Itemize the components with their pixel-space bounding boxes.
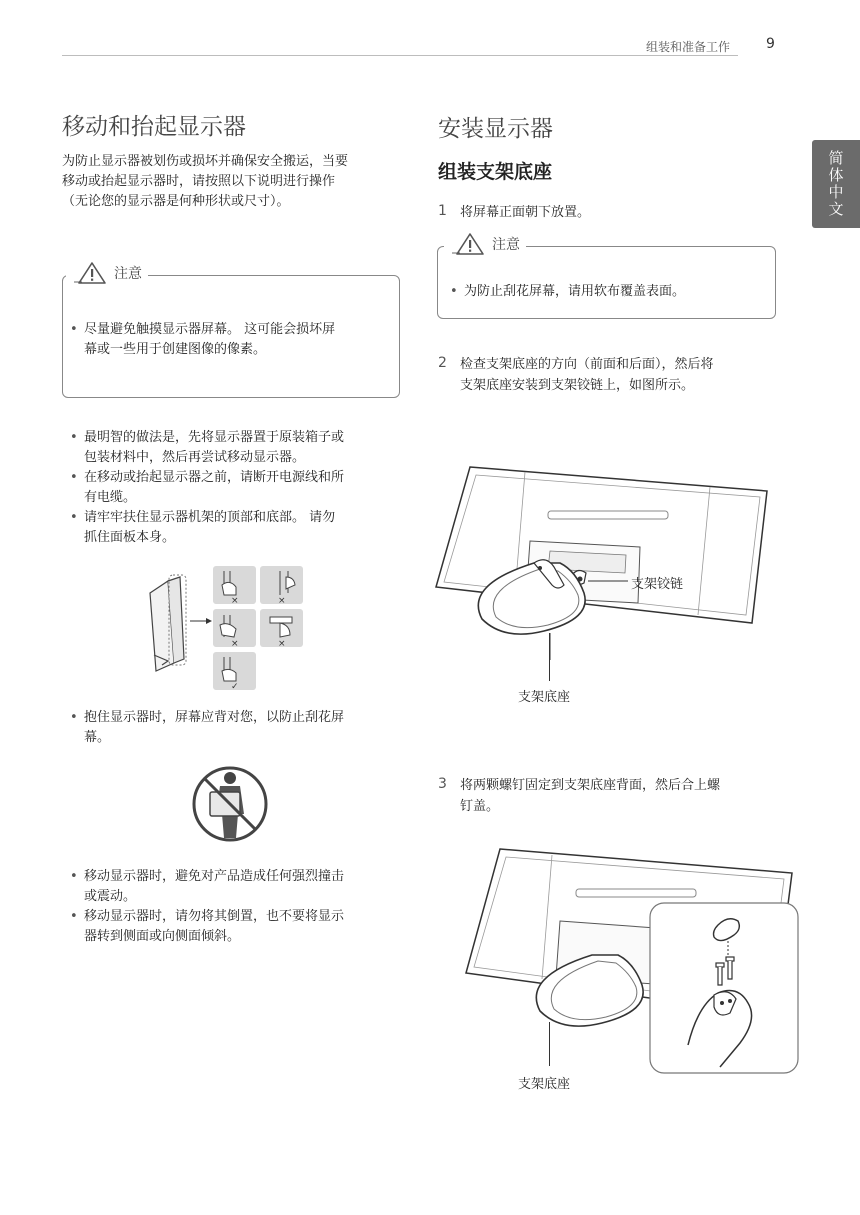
caution-label: 注意 (114, 266, 142, 282)
step-number: 2 (438, 355, 447, 371)
intro-line: 移动或抬起显示器时，请按照以下说明进行操作 (62, 174, 336, 189)
step-text (460, 775, 780, 817)
list-item (70, 468, 400, 508)
hug-tip-list (70, 708, 400, 748)
svg-text:✓: ✓ (231, 682, 239, 692)
base-label: 支架底座 (518, 690, 571, 705)
intro-line: 为防止显示器被划伤或损坏并确保安全搬运，当要 (62, 154, 349, 169)
svg-text:×: × (231, 596, 239, 606)
base-leader-line (549, 1022, 550, 1066)
list-line: 有电缆。 (84, 490, 137, 505)
list-line: 器转到侧面或向侧面倾斜。 (84, 929, 241, 944)
step-number: 3 (438, 776, 447, 792)
list-item (70, 907, 400, 947)
caution-header-left (66, 260, 148, 286)
stand-attach-illustration (430, 455, 775, 660)
step-text (460, 354, 780, 396)
warning-triangle-icon (72, 260, 108, 286)
list-item (70, 428, 400, 468)
caution-item: • 为防止刮花屏幕，请用软布覆盖表面。 (450, 282, 770, 302)
step-line: 钉盖。 (460, 799, 500, 814)
caution-list-left (70, 320, 390, 360)
list-line: 抓住面板本身。 (84, 530, 176, 545)
caution-label: 注意 (492, 237, 520, 253)
screw-cover-illustration (460, 845, 805, 1075)
caution-item (70, 320, 390, 360)
intro-line: （无论您的显示器是何种形状或尺寸）。 (62, 194, 290, 209)
step-line: 支架底座安装到支架铰链上，如图所示。 (460, 378, 695, 393)
list-line: 移动显示器时，避免对产品造成任何强烈撞击 (84, 869, 345, 884)
list-line: 在移动或抬起显示器之前，请断开电源线和所 (84, 470, 345, 485)
language-tab[interactable]: 简体中文 (812, 140, 860, 228)
right-section-title: 安装显示器 (438, 116, 553, 142)
caution-line: 幕或一些用于创建图像的像素。 (84, 342, 267, 357)
hinge-label: 支架铰链 (631, 577, 684, 592)
no-carrying-illustration (190, 766, 270, 846)
left-section-title: 移动和抬起显示器 (62, 114, 246, 140)
list-item (70, 508, 400, 548)
list-line: 移动显示器时，请勿将其倒置，也不要将显示 (84, 909, 345, 924)
header-rule (62, 55, 738, 56)
warning-triangle-icon (450, 231, 486, 257)
caution-header-right (444, 231, 526, 257)
left-intro (62, 152, 402, 212)
svg-text:×: × (278, 639, 286, 649)
list-line: 请牢牢扶住显示器机架的顶部和底部。 请勿 (84, 510, 336, 525)
step-line: 将两颗螺钉固定到支架底座背面，然后合上螺 (460, 778, 721, 793)
svg-text:×: × (231, 639, 239, 649)
list-line: 或震动。 (84, 889, 137, 904)
list-line: 抱住显示器时，屏幕应背对您，以防止刮花屏 (84, 710, 345, 725)
caution-list-right (450, 282, 770, 302)
step-text: 将屏幕正面朝下放置。 (460, 205, 591, 220)
page-number: 9 (766, 36, 775, 52)
svg-text:×: × (278, 596, 286, 606)
caution-line: 尽量避免触摸显示器屏幕。 这可能会损坏屏 (84, 322, 336, 337)
holding-monitor-illustration (140, 563, 310, 693)
running-header: 组装和准备工作 (646, 40, 731, 54)
base-label: 支架底座 (518, 1077, 571, 1092)
list-line: 包装材料中，然后再尝试移动显示器。 (84, 450, 306, 465)
moving-tips-list (70, 428, 400, 548)
list-line: 最明智的做法是，先将显示器置于原装箱子或 (84, 430, 345, 445)
list-item (70, 867, 400, 907)
step-line: 检查支架底座的方向（前面和后面），然后将 (460, 357, 714, 372)
handling-tips-list (70, 867, 400, 947)
subsection-title: 组装支架底座 (438, 161, 553, 183)
list-line: 幕。 (84, 730, 111, 745)
step-number: 1 (438, 203, 447, 219)
base-leader-line (549, 633, 550, 681)
list-item (70, 708, 400, 748)
